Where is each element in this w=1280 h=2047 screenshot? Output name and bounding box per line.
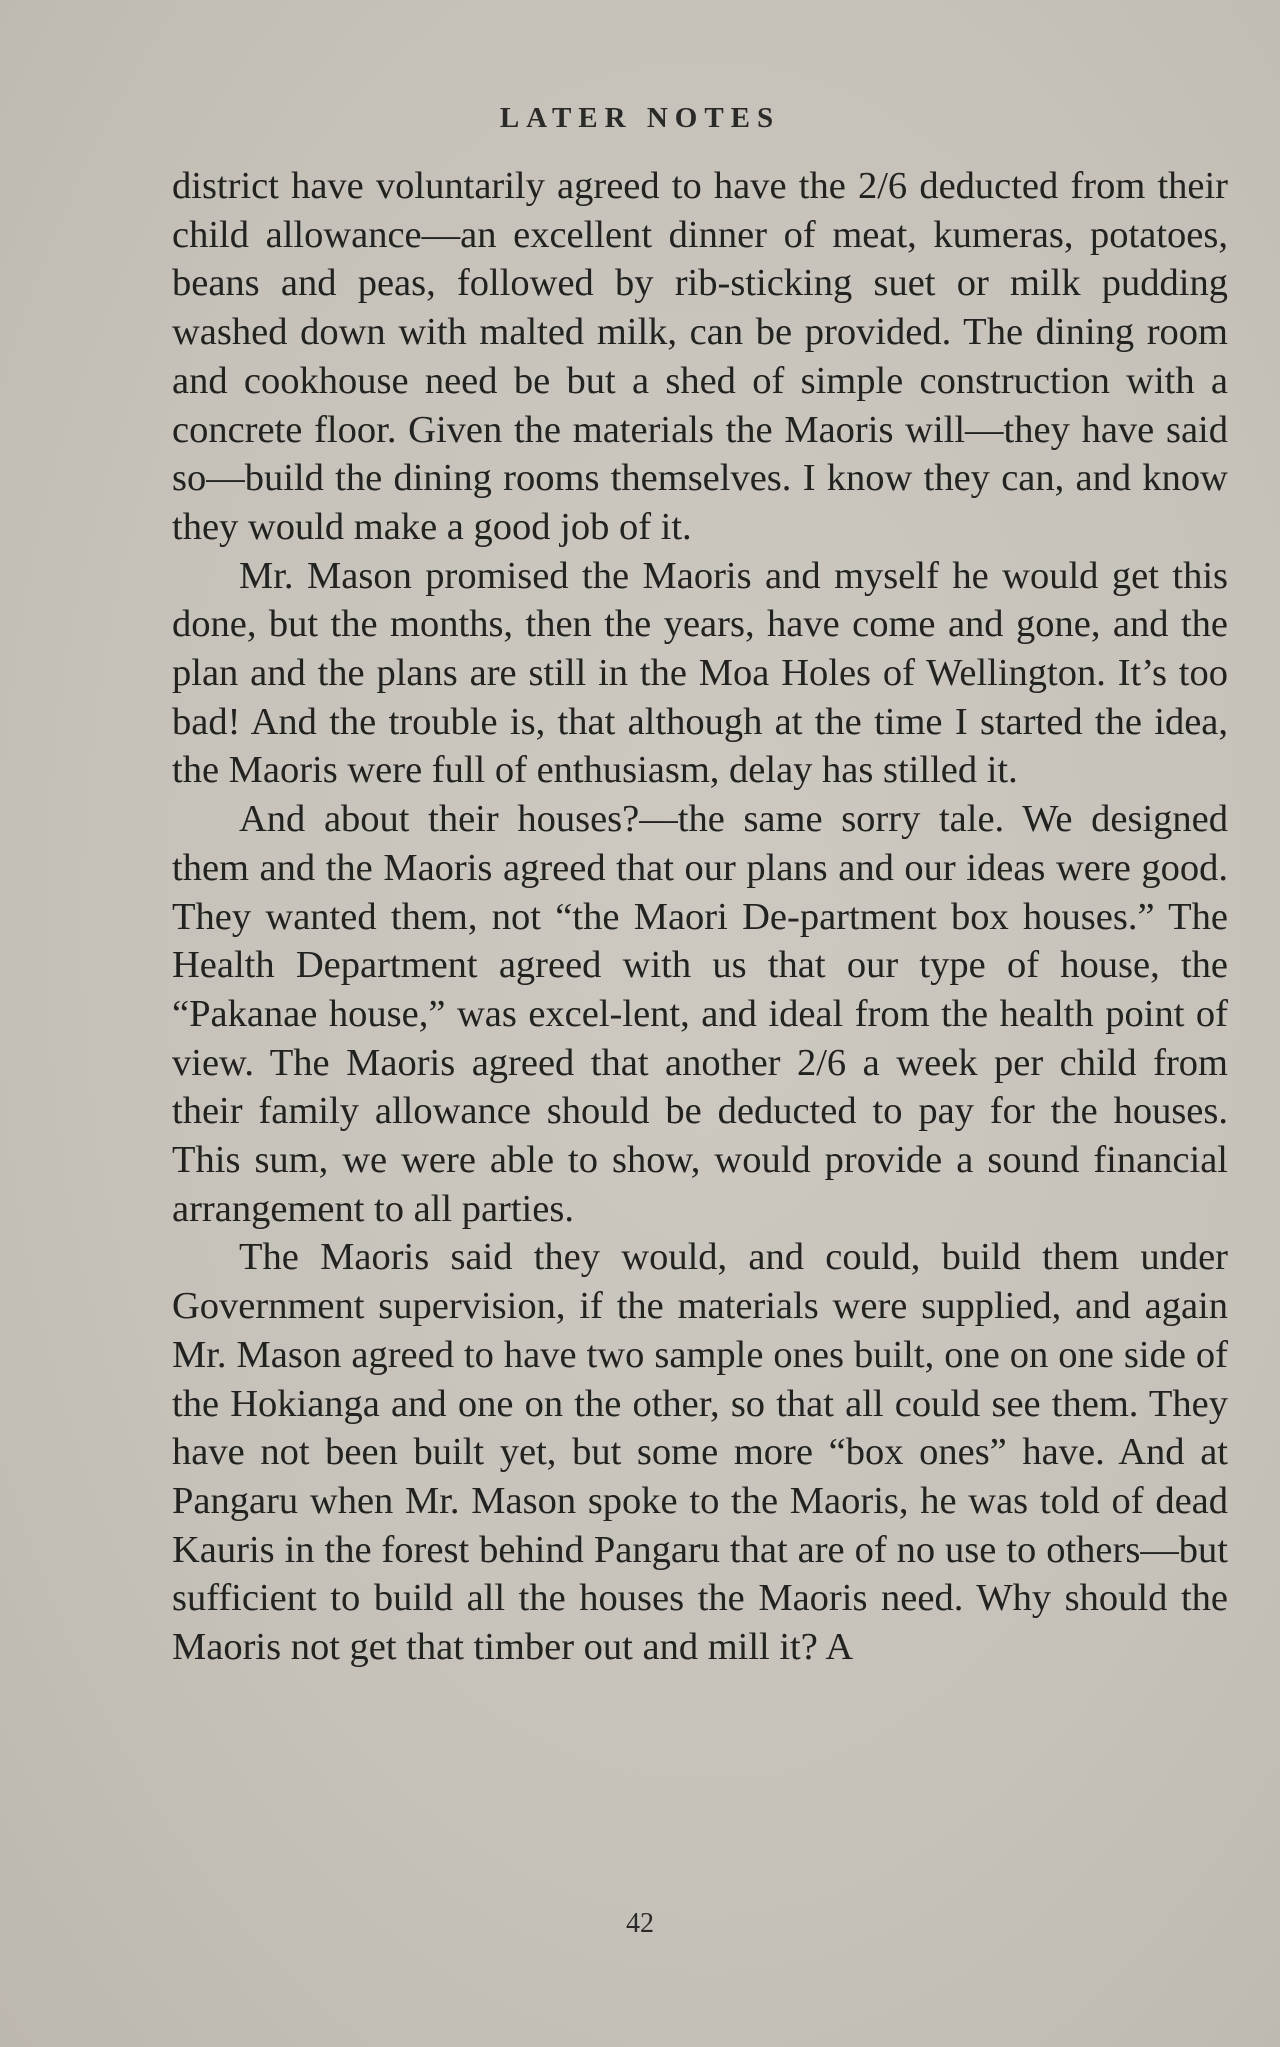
body-text — [172, 162, 1228, 1672]
paragraph: And about their houses?—the same sorry tale. We designed them and the Maoris agreed that our plans and our ideas were good. They wanted them, not “the Maori De-partment box houses.” The Health Department agreed with us that our type of house, the “Pakanae house,” was excel-lent, and ideal from the health point of view. The Maoris agreed that another 2/6 a week per child from their family allowance should be deducted to pay for the houses. This sum, we were able to show, would provide a sound financial arrangement to all parties. — [172, 798, 1228, 1230]
paragraph: Mr. Mason promised the Maoris and myself he would get this done, but the months, then the years, have come and gone, and the plan and the plans are still in the Moa Holes of Wellington. It’s too bad! And the trouble is, that although at the time I started the idea, the Maoris were full of enthusiasm, delay has stilled it. — [172, 554, 1228, 792]
paragraph: The Maoris said they would, and could, build them under Government supervision, if the materials were supplied, and again Mr. Mason agreed to have two sample ones built, one on one side of the Hokianga and one on the other, so that all could see them. They have not been built yet, but some more “box ones” have. And at Pangaru when Mr. Mason spoke to the Maoris, he was told of dead Kauris in the forest behind Pangaru that are of no use to others—but sufficient to build all the houses the Maoris need. Why should the Maoris not get that timber out and mill it? A — [172, 1236, 1228, 1669]
page-number: 42 — [626, 1908, 654, 1939]
running-head: LATER NOTES — [499, 102, 781, 134]
paragraph-continued: district have voluntarily agreed to have the 2/6 deducted from their child allowance—an excellent dinner of meat, kumeras, potatoes, beans and peas, followed by rib-sticking suet or milk pudding washed down with malted milk, can be provided. The dining room and cookhouse need be but a shed of simple construction with a concrete floor. Given the materials the Maoris will—they have said so—build the dining rooms themselves. I know they can, and know they would make a good job of it. — [172, 165, 1228, 548]
